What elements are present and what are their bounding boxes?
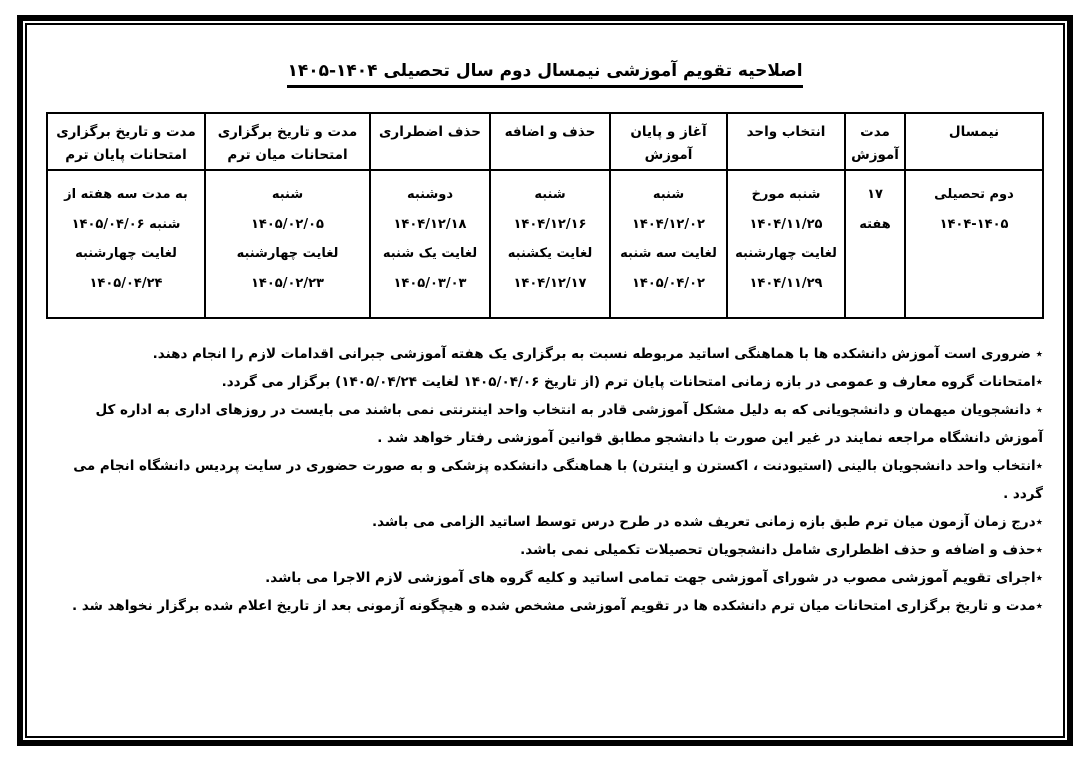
note-item-8 <box>47 592 1043 620</box>
page-border-inner <box>25 23 1065 738</box>
note-text: امتحانات گروه معارف و عمومی در بازه زمانی امتحانات پایان ترم (از تاریخ ۱۴۰۵/۰۴/۰۶ لغایت ۱۴۰۵/۰۴/۲۴) برگزار می گردد. <box>221 374 1036 390</box>
star-bullet-icon: ٭ <box>1035 402 1043 418</box>
calendar-table <box>46 112 1044 319</box>
note-item-7 <box>47 564 1043 592</box>
note-item-6 <box>47 536 1043 564</box>
cell-semester: دوم تحصیلی ۱۴۰۴-۱۴۰۵ <box>905 170 1043 318</box>
header-midterm-exams: مدت و تاریخ برگزاری امتحانات میان ترم <box>205 113 370 170</box>
page-title: اصلاحیه تقویم آموزشی نیمسال دوم سال تحصیلی ۱۴۰۴-۱۴۰۵ <box>287 61 802 88</box>
note-text: درج زمان آزمون میان ترم طبق بازه زمانی تعریف شده در طرح درس توسط اساتید الزامی می باشد. <box>371 514 1036 530</box>
cell-emergency-drop: دوشنبه ۱۴۰۴/۱۲/۱۸ لغایت یک شنبه ۱۴۰۵/۰۳/۰۳ <box>370 170 490 318</box>
header-unit-selection: انتخاب واحد <box>727 113 845 170</box>
cell-add-drop: شنبه ۱۴۰۴/۱۲/۱۶ لغایت یکشنبه ۱۴۰۴/۱۲/۱۷ <box>490 170 610 318</box>
header-add-drop: حذف و اضافه <box>490 113 610 170</box>
star-bullet-icon: ٭ <box>1035 598 1043 614</box>
star-bullet-icon: ٭ <box>1035 346 1043 362</box>
notes-list <box>47 340 1043 620</box>
header-duration: مدت آموزش <box>845 113 905 170</box>
star-bullet-icon: ٭ <box>1035 570 1043 586</box>
star-bullet-icon: ٭ <box>1035 458 1043 474</box>
cell-education-start-end: شنبه ۱۴۰۴/۱۲/۰۲ لغایت سه شنبه ۱۴۰۵/۰۴/۰۲ <box>610 170 727 318</box>
star-bullet-icon: ٭ <box>1035 374 1043 390</box>
note-item-4 <box>47 452 1043 508</box>
page-border-outer <box>17 15 1073 746</box>
header-final-exams: مدت و تاریخ برگزاری امتحانات پایان ترم <box>47 113 205 170</box>
document-content <box>27 25 1063 736</box>
note-item-2 <box>47 368 1043 396</box>
note-text: مدت و تاریخ برگزاری امتحانات میان ترم دانشکده ها در تقویم آموزشی مشخص شده و هیچگونه آزمونی بعد از تاریخ اعلام شده برگزار نخواهد شد . <box>72 598 1036 614</box>
header-semester: نیمسال <box>905 113 1043 170</box>
note-text: اجرای تقویم آموزشی مصوب در شورای آموزشی جهت تمامی اساتید و کلیه گروه های آموزشی لازم الاجرا می باشد. <box>265 570 1036 586</box>
cell-unit-selection: شنبه مورخ ۱۴۰۴/۱۱/۲۵ لغایت چهارشنبه ۱۴۰۴/۱۱/۲۹ <box>727 170 845 318</box>
note-text: حذف و اضافه و حذف اظطراری شامل دانشجویان تحصیلات تکمیلی نمی باشد. <box>520 542 1036 558</box>
note-text: دانشجویان میهمان و دانشجویانی که به دلیل مشکل آموزشی قادر به انتخاب واحد اینترنتی نمی باشند می بایست در روزهای اداری به اداره کل آموزش دانشگاه مراجعه نمایند در غیر این صورت با دانشجو مطابق قوانین آموزشی رفتار خواهد شد . <box>95 402 1043 446</box>
note-text: ضروری است آموزش دانشکده ها با هماهنگی اساتید مربوطه نسبت به برگزاری یک هفته آموزشی جبرانی اقدامات لازم را انجام دهند. <box>152 346 1036 362</box>
note-item-1 <box>47 340 1043 368</box>
note-text: انتخاب واحد دانشجویان بالینی (استیودنت ، اکسترن و اینترن) با هماهنگی دانشکده پزشکی و به صورت حضوری در سایت پردیس دانشگاه انجام می گردد . <box>73 458 1043 502</box>
table-header-row <box>47 113 1043 170</box>
cell-midterm-exams: شنبه ۱۴۰۵/۰۲/۰۵ لغایت چهارشنبه ۱۴۰۵/۰۲/۲۳ <box>205 170 370 318</box>
table-data-row <box>47 170 1043 318</box>
note-item-3 <box>47 396 1043 452</box>
note-item-5 <box>47 508 1043 536</box>
star-bullet-icon: ٭ <box>1035 514 1043 530</box>
header-education-start-end: آغاز و پایان آموزش <box>610 113 727 170</box>
star-bullet-icon: ٭ <box>1035 542 1043 558</box>
cell-duration: ۱۷ هفته <box>845 170 905 318</box>
title-row <box>27 61 1063 88</box>
header-emergency-drop: حذف اضطراری <box>370 113 490 170</box>
cell-final-exams: به مدت سه هفته از شنبه ۱۴۰۵/۰۴/۰۶ لغایت چهارشنبه ۱۴۰۵/۰۴/۲۴ <box>47 170 205 318</box>
